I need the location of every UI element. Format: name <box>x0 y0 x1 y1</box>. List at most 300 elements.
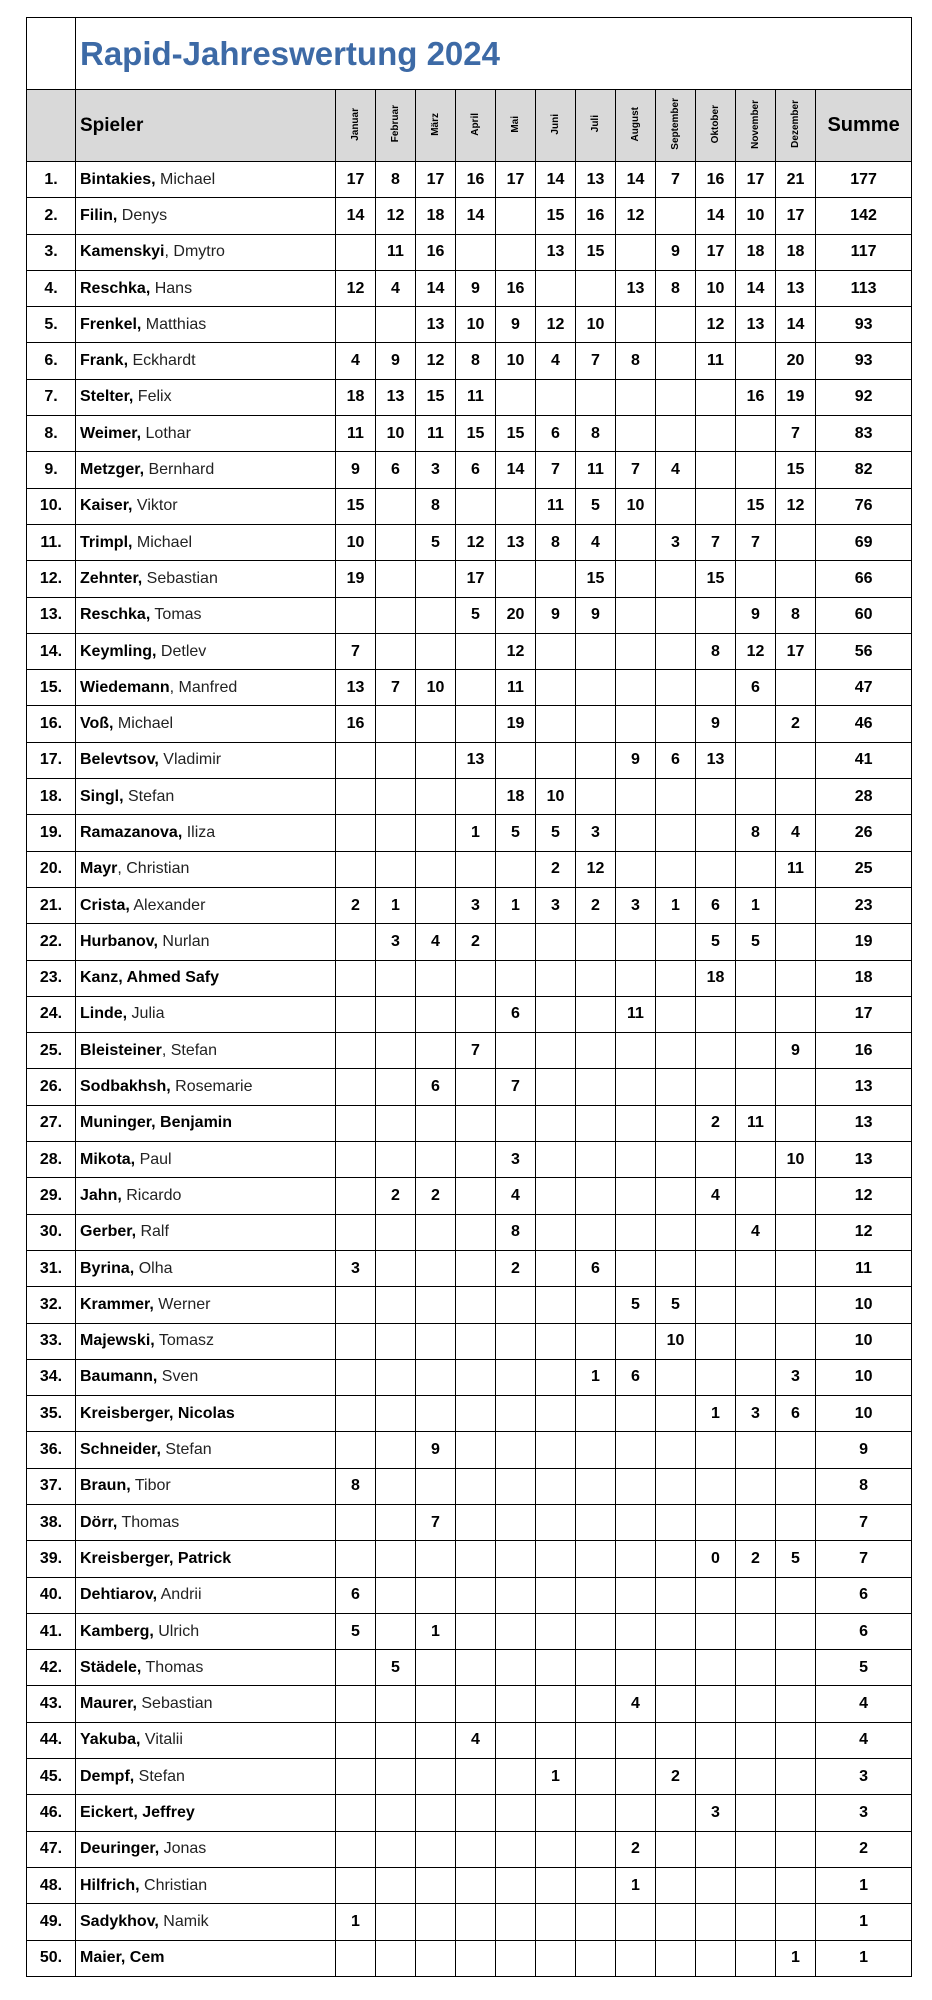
score-cell: 14 <box>456 198 496 234</box>
score-cell <box>376 1214 416 1250</box>
score-cell <box>656 1178 696 1214</box>
score-cell: 7 <box>576 343 616 379</box>
score-cell <box>496 1105 536 1141</box>
score-cell: 8 <box>616 343 656 379</box>
page-title: Rapid-Jahreswertung 2024 <box>76 18 912 90</box>
table-row <box>27 379 912 415</box>
score-cell <box>496 1722 536 1758</box>
table-row <box>27 1250 912 1286</box>
score-cell <box>696 1287 736 1323</box>
table-row <box>27 1069 912 1105</box>
rank-cell: 2. <box>27 198 76 234</box>
score-cell: 2 <box>336 887 376 923</box>
score-cell <box>736 1178 776 1214</box>
player-last-name: Frank, <box>80 352 129 370</box>
score-cell: 10 <box>496 343 536 379</box>
score-cell <box>736 1940 776 1976</box>
score-cell <box>496 1323 536 1359</box>
score-cell <box>416 742 456 778</box>
standings-table <box>26 17 912 1977</box>
score-cell <box>616 1795 656 1831</box>
score-cell <box>656 996 696 1032</box>
score-cell: 2 <box>376 1178 416 1214</box>
score-cell: 9 <box>776 1033 816 1069</box>
rank-cell: 37. <box>27 1468 76 1504</box>
score-cell: 3 <box>456 887 496 923</box>
score-cell <box>336 234 376 270</box>
score-cell <box>376 561 416 597</box>
player-first-name: Thomas <box>141 1658 204 1676</box>
score-cell: 7 <box>776 416 816 452</box>
player-first-name: Bernhard <box>144 461 215 479</box>
score-cell <box>416 1795 456 1831</box>
player-last-name: Kanz, <box>80 969 123 987</box>
player-first-name: Stefan <box>160 1441 212 1459</box>
sum-cell: 10 <box>816 1287 912 1323</box>
score-cell <box>496 1033 536 1069</box>
score-cell <box>576 1069 616 1105</box>
score-cell <box>376 524 416 560</box>
player-last-name: Filin, <box>80 206 118 224</box>
player-first-name: Vladimir <box>158 751 222 769</box>
month-header-label: Juli <box>590 115 601 133</box>
score-cell <box>696 815 736 851</box>
score-cell: 8 <box>656 270 696 306</box>
score-cell <box>496 851 536 887</box>
table-row <box>27 779 912 815</box>
player-cell <box>76 1650 336 1686</box>
score-cell <box>536 1142 576 1178</box>
score-cell <box>376 1287 416 1323</box>
score-cell: 2 <box>496 1250 536 1286</box>
rank-cell: 35. <box>27 1396 76 1432</box>
score-cell: 13 <box>416 307 456 343</box>
score-cell: 18 <box>736 234 776 270</box>
score-cell <box>536 1287 576 1323</box>
score-cell: 16 <box>696 162 736 198</box>
rank-cell: 24. <box>27 996 76 1032</box>
player-first-name: Ahmed Safy <box>122 969 219 987</box>
score-cell <box>536 1613 576 1649</box>
score-cell: 8 <box>376 162 416 198</box>
score-cell: 15 <box>456 416 496 452</box>
score-cell <box>736 1831 776 1867</box>
player-last-name: Mikota, <box>80 1150 136 1168</box>
table-row <box>27 1287 912 1323</box>
score-cell: 1 <box>696 1396 736 1432</box>
player-cell <box>76 960 336 996</box>
score-cell <box>376 1795 416 1831</box>
score-cell <box>576 1033 616 1069</box>
rank-cell: 38. <box>27 1504 76 1540</box>
player-last-name: Belevtsov, <box>80 751 159 769</box>
score-cell <box>456 1468 496 1504</box>
score-cell: 10 <box>576 307 616 343</box>
score-cell: 20 <box>776 343 816 379</box>
sum-cell: 1 <box>816 1940 912 1976</box>
score-cell: 16 <box>456 162 496 198</box>
score-cell <box>456 633 496 669</box>
score-cell <box>576 1214 616 1250</box>
score-cell <box>576 1831 616 1867</box>
score-cell <box>376 1468 416 1504</box>
player-first-name: Sebastian <box>136 1695 213 1713</box>
score-cell <box>656 1105 696 1141</box>
rank-cell: 39. <box>27 1541 76 1577</box>
score-cell <box>776 960 816 996</box>
score-cell: 6 <box>376 452 416 488</box>
player-last-name: Hilfrich, <box>80 1876 140 1894</box>
score-cell <box>416 1468 456 1504</box>
score-cell: 15 <box>536 198 576 234</box>
score-cell: 8 <box>536 524 576 560</box>
score-cell: 17 <box>336 162 376 198</box>
score-cell <box>336 1396 376 1432</box>
score-cell <box>536 1831 576 1867</box>
score-cell <box>416 1541 456 1577</box>
score-cell <box>656 488 696 524</box>
table-row <box>27 1432 912 1468</box>
player-first-name: Felix <box>133 388 172 406</box>
score-cell <box>736 1686 776 1722</box>
player-cell <box>76 1613 336 1649</box>
player-cell <box>76 561 336 597</box>
score-cell <box>496 1759 536 1795</box>
score-cell: 6 <box>736 670 776 706</box>
score-cell <box>336 1323 376 1359</box>
rank-cell: 34. <box>27 1359 76 1395</box>
score-cell: 8 <box>456 343 496 379</box>
score-cell <box>576 1686 616 1722</box>
player-last-name: Braun, <box>80 1477 131 1495</box>
score-cell: 13 <box>776 270 816 306</box>
score-cell <box>616 1033 656 1069</box>
score-cell: 4 <box>416 924 456 960</box>
score-cell <box>776 996 816 1032</box>
score-cell <box>416 1650 456 1686</box>
score-cell <box>696 1940 736 1976</box>
score-cell: 1 <box>336 1904 376 1940</box>
score-cell: 4 <box>496 1178 536 1214</box>
score-cell <box>776 1468 816 1504</box>
score-cell <box>376 1142 416 1178</box>
score-cell <box>776 1323 816 1359</box>
score-cell <box>456 1831 496 1867</box>
score-cell <box>576 1904 616 1940</box>
score-cell <box>536 1468 576 1504</box>
score-cell <box>416 633 456 669</box>
score-cell <box>416 779 456 815</box>
player-first-name: Ulrich <box>153 1622 200 1640</box>
player-first-name: Ralf <box>136 1223 169 1241</box>
score-cell: 3 <box>656 524 696 560</box>
score-cell <box>576 996 616 1032</box>
score-cell <box>696 1214 736 1250</box>
player-cell <box>76 1250 336 1286</box>
player-first-name: , Manfred <box>169 678 238 696</box>
score-cell <box>776 1795 816 1831</box>
table-row <box>27 270 912 306</box>
score-cell <box>536 1504 576 1540</box>
score-cell <box>576 1105 616 1141</box>
title-corner-cell <box>27 18 76 90</box>
score-cell <box>776 1831 816 1867</box>
score-cell <box>416 1759 456 1795</box>
score-cell <box>696 1142 736 1178</box>
score-cell <box>416 1323 456 1359</box>
rank-cell: 7. <box>27 379 76 415</box>
score-cell: 1 <box>776 1940 816 1976</box>
sum-cell: 11 <box>816 1250 912 1286</box>
score-cell: 18 <box>336 379 376 415</box>
score-cell <box>376 1867 416 1903</box>
rank-cell: 8. <box>27 416 76 452</box>
score-cell <box>616 1214 656 1250</box>
score-cell <box>416 1250 456 1286</box>
player-first-name: Nicolas <box>173 1404 235 1422</box>
score-cell <box>536 996 576 1032</box>
score-cell <box>736 1033 776 1069</box>
rank-cell: 16. <box>27 706 76 742</box>
player-cell <box>76 597 336 633</box>
player-last-name: Jahn, <box>80 1186 122 1204</box>
score-cell <box>696 452 736 488</box>
score-cell: 12 <box>416 343 456 379</box>
score-cell <box>456 1105 496 1141</box>
score-cell <box>376 1504 416 1540</box>
score-cell: 8 <box>496 1214 536 1250</box>
score-cell <box>616 1759 656 1795</box>
score-cell: 17 <box>776 198 816 234</box>
score-cell <box>656 1904 696 1940</box>
score-cell <box>776 1250 816 1286</box>
score-cell <box>656 1686 696 1722</box>
player-cell <box>76 1867 336 1903</box>
score-cell <box>616 234 656 270</box>
score-cell <box>776 1577 816 1613</box>
score-cell <box>696 488 736 524</box>
sum-header: Summe <box>816 90 912 162</box>
sum-cell: 93 <box>816 343 912 379</box>
rank-cell: 4. <box>27 270 76 306</box>
score-cell <box>776 1105 816 1141</box>
score-cell <box>376 1541 416 1577</box>
player-last-name: Hurbanov, <box>80 932 158 950</box>
sum-cell: 16 <box>816 1033 912 1069</box>
sum-cell: 142 <box>816 198 912 234</box>
score-cell: 16 <box>496 270 536 306</box>
month-header-label: November <box>750 99 761 149</box>
score-cell <box>536 1904 576 1940</box>
score-cell: 10 <box>656 1323 696 1359</box>
sum-cell: 4 <box>816 1686 912 1722</box>
score-cell: 20 <box>496 597 536 633</box>
player-first-name: Cem <box>125 1949 165 1967</box>
score-cell: 7 <box>656 162 696 198</box>
score-cell <box>776 1287 816 1323</box>
player-cell <box>76 887 336 923</box>
score-cell: 3 <box>696 1795 736 1831</box>
score-cell <box>536 1722 576 1758</box>
score-cell <box>336 779 376 815</box>
score-cell <box>776 670 816 706</box>
score-cell <box>456 1250 496 1286</box>
score-cell <box>496 1940 536 1976</box>
player-last-name: Keymling, <box>80 642 157 660</box>
score-cell <box>776 1759 816 1795</box>
score-cell <box>576 1287 616 1323</box>
score-cell <box>656 1722 696 1758</box>
score-cell <box>416 1287 456 1323</box>
score-cell <box>376 1432 416 1468</box>
sum-cell: 46 <box>816 706 912 742</box>
table-row <box>27 670 912 706</box>
table-row <box>27 198 912 234</box>
player-cell <box>76 1178 336 1214</box>
score-cell <box>656 1940 696 1976</box>
score-cell: 9 <box>376 343 416 379</box>
score-cell <box>656 1396 696 1432</box>
score-cell: 9 <box>616 742 656 778</box>
rank-cell: 28. <box>27 1142 76 1178</box>
score-cell: 15 <box>576 234 616 270</box>
score-cell <box>376 597 416 633</box>
score-cell: 8 <box>696 633 736 669</box>
player-last-name: Eickert, <box>80 1804 138 1821</box>
player-cell <box>76 924 336 960</box>
sum-cell: 25 <box>816 851 912 887</box>
score-cell <box>696 1033 736 1069</box>
score-cell <box>456 1795 496 1831</box>
score-cell <box>656 706 696 742</box>
score-cell <box>616 779 656 815</box>
score-cell <box>736 561 776 597</box>
score-cell <box>456 1541 496 1577</box>
rank-cell: 1. <box>27 162 76 198</box>
score-cell: 6 <box>496 996 536 1032</box>
score-cell <box>736 1722 776 1758</box>
table-row <box>27 524 912 560</box>
player-first-name: Jonas <box>159 1840 207 1858</box>
score-cell: 4 <box>616 1686 656 1722</box>
score-cell: 1 <box>416 1613 456 1649</box>
player-cell <box>76 779 336 815</box>
score-cell: 11 <box>776 851 816 887</box>
sum-cell: 7 <box>816 1504 912 1540</box>
score-cell: 2 <box>536 851 576 887</box>
score-cell: 9 <box>336 452 376 488</box>
player-first-name: Eckhardt <box>128 352 196 370</box>
player-last-name: Weimer, <box>80 424 142 442</box>
player-last-name: Trimpl, <box>80 533 133 551</box>
score-cell: 14 <box>696 198 736 234</box>
player-first-name: Viktor <box>132 497 178 515</box>
score-cell: 11 <box>736 1105 776 1141</box>
table-row <box>27 1504 912 1540</box>
score-cell <box>776 1214 816 1250</box>
month-header-label: August <box>630 106 641 142</box>
score-cell <box>416 1686 456 1722</box>
score-cell <box>616 924 656 960</box>
table-row <box>27 1214 912 1250</box>
score-cell <box>536 1033 576 1069</box>
score-cell <box>696 779 736 815</box>
player-first-name: Sebastian <box>142 569 218 587</box>
score-cell <box>696 996 736 1032</box>
score-cell <box>376 1323 416 1359</box>
score-cell <box>336 1069 376 1105</box>
score-cell: 5 <box>416 524 456 560</box>
player-cell <box>76 1069 336 1105</box>
score-cell <box>736 1504 776 1540</box>
score-cell <box>416 1214 456 1250</box>
month-header-label: April <box>470 112 481 136</box>
rank-cell: 22. <box>27 924 76 960</box>
score-cell <box>696 379 736 415</box>
score-cell: 18 <box>496 779 536 815</box>
score-cell <box>496 1831 536 1867</box>
score-cell: 15 <box>496 416 536 452</box>
player-first-name: Tibor <box>130 1477 171 1495</box>
score-cell <box>536 633 576 669</box>
score-cell <box>696 1468 736 1504</box>
score-cell: 12 <box>616 198 656 234</box>
score-cell <box>696 1069 736 1105</box>
rank-cell: 5. <box>27 307 76 343</box>
player-first-name: Andrii <box>157 1586 202 1604</box>
score-cell <box>576 1323 616 1359</box>
player-first-name: Sven <box>157 1368 199 1386</box>
rank-header-cell <box>27 90 76 162</box>
score-cell <box>336 307 376 343</box>
score-cell <box>656 561 696 597</box>
player-cell <box>76 1795 336 1831</box>
month-header-label: Oktober <box>710 104 721 144</box>
player-first-name: Rosemarie <box>170 1078 253 1096</box>
player-cell <box>76 742 336 778</box>
score-cell <box>536 1940 576 1976</box>
sum-cell: 60 <box>816 597 912 633</box>
score-cell <box>496 1468 536 1504</box>
score-cell <box>336 1214 376 1250</box>
table-row <box>27 1033 912 1069</box>
player-last-name: Kreisberger, <box>80 1549 174 1567</box>
rank-cell: 30. <box>27 1214 76 1250</box>
score-cell <box>536 706 576 742</box>
player-first-name: Stefan <box>123 787 175 805</box>
rank-cell: 27. <box>27 1105 76 1141</box>
score-cell <box>616 379 656 415</box>
player-last-name: Dehtiarov, <box>80 1586 158 1604</box>
score-cell: 1 <box>456 815 496 851</box>
score-cell: 19 <box>776 379 816 415</box>
score-cell <box>776 1650 816 1686</box>
score-cell <box>576 779 616 815</box>
score-cell: 4 <box>376 270 416 306</box>
score-cell: 11 <box>416 416 456 452</box>
score-cell <box>496 1541 536 1577</box>
score-cell: 8 <box>776 597 816 633</box>
score-cell <box>536 561 576 597</box>
score-cell: 9 <box>656 234 696 270</box>
sum-cell: 93 <box>816 307 912 343</box>
score-cell: 7 <box>696 524 736 560</box>
rank-cell: 47. <box>27 1831 76 1867</box>
month-header-label: Februar <box>390 105 401 143</box>
score-cell <box>416 996 456 1032</box>
score-cell <box>616 1069 656 1105</box>
player-last-name: Dörr, <box>80 1513 118 1531</box>
